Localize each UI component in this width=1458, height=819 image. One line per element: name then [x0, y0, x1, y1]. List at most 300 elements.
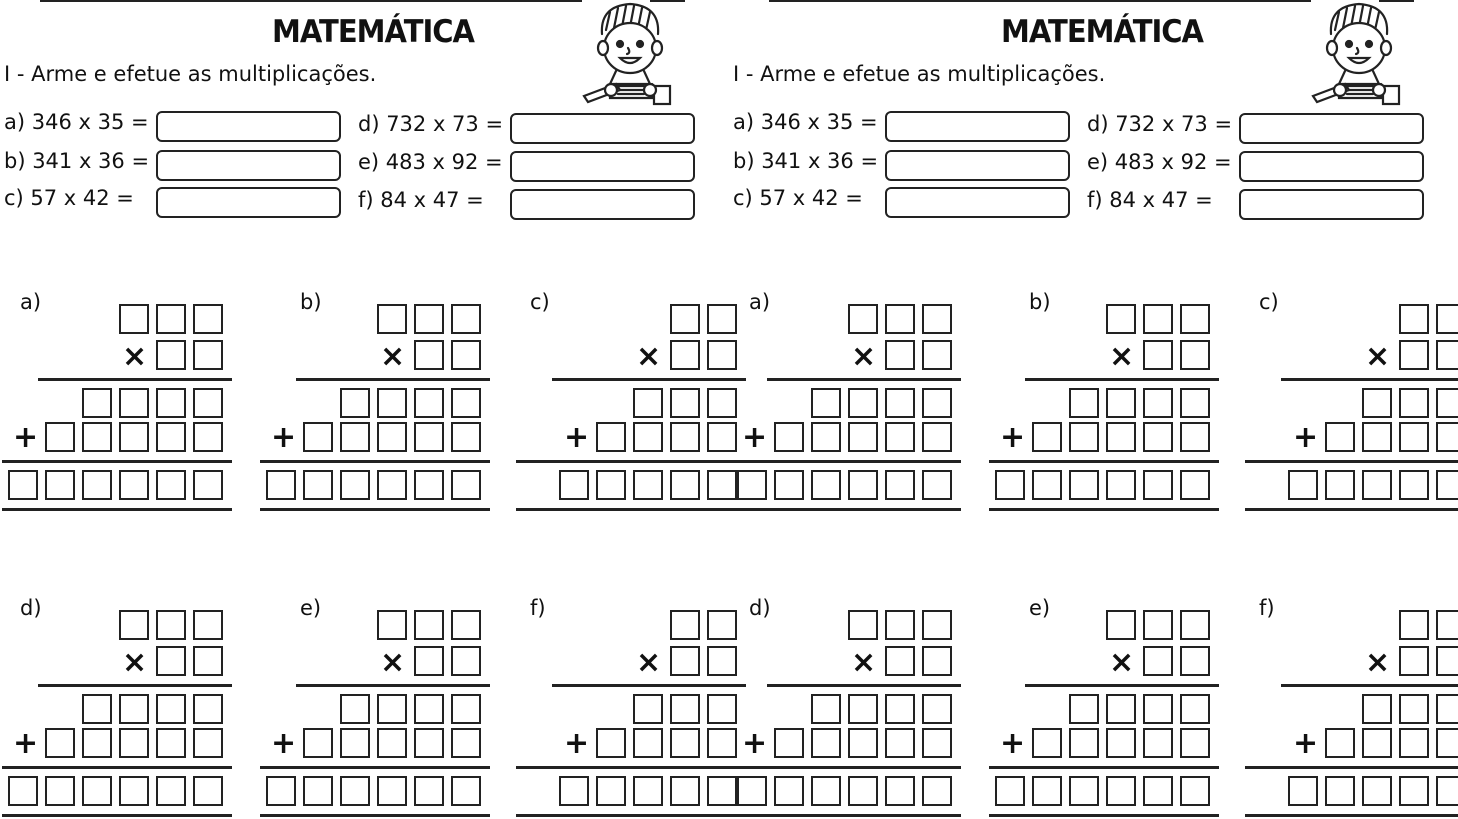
digit-box-multiplier[interactable]	[670, 646, 700, 676]
plus-sign: +	[1293, 420, 1319, 455]
times-sign: ×	[851, 339, 877, 374]
problem-label-a: a)	[20, 290, 42, 314]
digit-box-multiplicand[interactable]	[670, 610, 700, 640]
digit-box-result[interactable]	[596, 776, 626, 806]
digit-box-multiplicand[interactable]	[193, 610, 223, 640]
digit-box-partial-product-2[interactable]	[377, 728, 407, 758]
digit-box-multiplier[interactable]	[193, 646, 223, 676]
digit-box-partial-product-2[interactable]	[45, 422, 75, 452]
digit-box-multiplicand[interactable]	[119, 610, 149, 640]
digit-box-partial-product-1[interactable]	[82, 694, 112, 724]
digit-box-multiplier[interactable]	[156, 340, 186, 370]
digit-box-partial-product-2[interactable]	[451, 422, 481, 452]
digit-box-result[interactable]	[1362, 470, 1392, 500]
digit-box-partial-product-2[interactable]	[885, 422, 915, 452]
digit-box-partial-product-1[interactable]	[1436, 694, 1458, 724]
digit-box-partial-product-1[interactable]	[451, 388, 481, 418]
digit-box-partial-product-1[interactable]	[156, 694, 186, 724]
digit-box-result[interactable]	[82, 470, 112, 500]
digit-box-result[interactable]	[82, 776, 112, 806]
digit-box-result[interactable]	[596, 470, 626, 500]
worksheet-title: MATEMÁTICA	[1001, 12, 1203, 50]
answer-box-d[interactable]	[510, 113, 695, 144]
digit-box-result[interactable]	[377, 470, 407, 500]
digit-box-result[interactable]	[451, 470, 481, 500]
plus-sign: +	[13, 420, 39, 455]
digit-box-result[interactable]	[1143, 776, 1173, 806]
digit-box-partial-product-2[interactable]	[1399, 728, 1429, 758]
answer-box-e[interactable]	[1239, 151, 1424, 182]
digit-box-result[interactable]	[811, 470, 841, 500]
digit-box-result[interactable]	[737, 470, 767, 500]
digit-box-partial-product-2[interactable]	[1032, 728, 1062, 758]
digit-box-result[interactable]	[670, 470, 700, 500]
digit-box-multiplier[interactable]	[451, 340, 481, 370]
digit-box-multiplier[interactable]	[1399, 340, 1429, 370]
digit-box-result[interactable]	[1436, 470, 1458, 500]
digit-box-partial-product-2[interactable]	[119, 728, 149, 758]
digit-box-result[interactable]	[774, 470, 804, 500]
digit-box-result[interactable]	[340, 776, 370, 806]
digit-box-partial-product-2[interactable]	[340, 422, 370, 452]
equation-e: e) 483 x 92 =	[358, 150, 503, 174]
digit-box-partial-product-2[interactable]	[156, 728, 186, 758]
digit-box-result[interactable]	[193, 776, 223, 806]
equation-b: b) 341 x 36 =	[733, 149, 879, 173]
digit-box-partial-product-1[interactable]	[82, 388, 112, 418]
digit-box-result[interactable]	[1032, 776, 1062, 806]
sum-rule	[1245, 460, 1458, 463]
digit-box-partial-product-2[interactable]	[1180, 728, 1210, 758]
digit-box-multiplicand[interactable]	[119, 304, 149, 334]
digit-box-partial-product-1[interactable]	[885, 694, 915, 724]
digit-box-result[interactable]	[8, 470, 38, 500]
equation-e: e) 483 x 92 =	[1087, 150, 1232, 174]
digit-box-multiplicand[interactable]	[885, 610, 915, 640]
sum-rule	[989, 460, 1219, 463]
multiply-rule	[767, 684, 961, 687]
equation-f: f) 84 x 47 =	[358, 188, 484, 212]
digit-box-partial-product-2[interactable]	[596, 422, 626, 452]
digit-box-multiplier[interactable]	[1399, 646, 1429, 676]
digit-box-partial-product-1[interactable]	[156, 388, 186, 418]
digit-box-partial-product-1[interactable]	[848, 694, 878, 724]
digit-box-result[interactable]	[303, 470, 333, 500]
digit-box-partial-product-1[interactable]	[1362, 388, 1392, 418]
digit-box-partial-product-1[interactable]	[922, 388, 952, 418]
equation-c: c) 57 x 42 =	[4, 186, 134, 210]
bottom-rule	[2, 508, 232, 511]
digit-box-multiplier[interactable]	[1180, 646, 1210, 676]
digit-box-multiplier[interactable]	[414, 340, 444, 370]
digit-box-multiplicand[interactable]	[1106, 610, 1136, 640]
equation-a: a) 346 x 35 =	[4, 110, 149, 134]
times-sign: ×	[122, 645, 148, 680]
digit-box-partial-product-1[interactable]	[1362, 694, 1392, 724]
digit-box-partial-product-1[interactable]	[885, 388, 915, 418]
digit-box-multiplier[interactable]	[922, 340, 952, 370]
digit-box-result[interactable]	[340, 470, 370, 500]
answer-box-c[interactable]	[885, 187, 1070, 218]
problem-label-e: e)	[1029, 596, 1051, 620]
digit-box-result[interactable]	[1399, 776, 1429, 806]
digit-box-result[interactable]	[1288, 470, 1318, 500]
digit-box-multiplicand[interactable]	[848, 304, 878, 334]
digit-box-partial-product-2[interactable]	[1069, 728, 1099, 758]
digit-box-partial-product-1[interactable]	[451, 694, 481, 724]
digit-box-partial-product-2[interactable]	[670, 422, 700, 452]
digit-box-partial-product-1[interactable]	[1143, 388, 1173, 418]
digit-box-partial-product-1[interactable]	[633, 694, 663, 724]
digit-box-partial-product-2[interactable]	[633, 728, 663, 758]
digit-box-partial-product-1[interactable]	[1180, 388, 1210, 418]
digit-box-partial-product-2[interactable]	[45, 728, 75, 758]
bottom-rule	[989, 508, 1219, 511]
digit-box-result[interactable]	[1180, 470, 1210, 500]
sum-rule	[2, 766, 232, 769]
digit-box-partial-product-2[interactable]	[414, 422, 444, 452]
times-sign: ×	[1365, 339, 1391, 374]
digit-box-partial-product-1[interactable]	[811, 388, 841, 418]
digit-box-result[interactable]	[414, 776, 444, 806]
digit-box-partial-product-2[interactable]	[1106, 422, 1136, 452]
digit-box-partial-product-1[interactable]	[193, 694, 223, 724]
digit-box-multiplier[interactable]	[1436, 340, 1458, 370]
digit-box-partial-product-1[interactable]	[1399, 694, 1429, 724]
digit-box-multiplicand[interactable]	[922, 610, 952, 640]
digit-box-multiplicand[interactable]	[451, 610, 481, 640]
digit-box-partial-product-2[interactable]	[1069, 422, 1099, 452]
times-sign: ×	[122, 339, 148, 374]
digit-box-partial-product-2[interactable]	[82, 728, 112, 758]
digit-box-multiplicand[interactable]	[1399, 610, 1429, 640]
answer-box-e[interactable]	[510, 151, 695, 182]
digit-box-partial-product-1[interactable]	[1106, 694, 1136, 724]
answer-box-c[interactable]	[156, 187, 341, 218]
digit-box-partial-product-2[interactable]	[811, 422, 841, 452]
sum-rule	[516, 460, 746, 463]
digit-box-partial-product-1[interactable]	[633, 388, 663, 418]
digit-box-partial-product-1[interactable]	[340, 694, 370, 724]
digit-box-partial-product-1[interactable]	[1106, 388, 1136, 418]
sum-rule	[260, 460, 490, 463]
digit-box-multiplier[interactable]	[1436, 646, 1458, 676]
digit-box-result[interactable]	[811, 776, 841, 806]
digit-box-result[interactable]	[848, 470, 878, 500]
digit-box-multiplicand[interactable]	[1143, 610, 1173, 640]
digit-box-partial-product-2[interactable]	[1325, 728, 1355, 758]
digit-box-multiplier[interactable]	[885, 340, 915, 370]
digit-box-multiplicand[interactable]	[451, 304, 481, 334]
digit-box-result[interactable]	[633, 776, 663, 806]
digit-box-partial-product-2[interactable]	[885, 728, 915, 758]
digit-box-multiplicand[interactable]	[1180, 304, 1210, 334]
answer-box-d[interactable]	[1239, 113, 1424, 144]
digit-box-partial-product-1[interactable]	[848, 388, 878, 418]
plus-sign: +	[271, 726, 297, 761]
multiply-rule	[552, 378, 746, 381]
digit-box-partial-product-2[interactable]	[1143, 422, 1173, 452]
digit-box-multiplicand[interactable]	[885, 304, 915, 334]
digit-box-partial-product-2[interactable]	[633, 422, 663, 452]
digit-box-multiplicand[interactable]	[1143, 304, 1173, 334]
digit-box-multiplier[interactable]	[885, 646, 915, 676]
instruction-text: I - Arme e efetue as multiplicações.	[4, 62, 377, 86]
digit-box-result[interactable]	[995, 776, 1025, 806]
digit-box-result[interactable]	[1436, 776, 1458, 806]
worksheet-2	[729, 0, 1458, 819]
digit-box-partial-product-2[interactable]	[414, 728, 444, 758]
multiply-rule	[38, 684, 232, 687]
sum-rule	[516, 766, 746, 769]
digit-box-partial-product-1[interactable]	[1180, 694, 1210, 724]
digit-box-multiplicand[interactable]	[1436, 304, 1458, 334]
equation-f: f) 84 x 47 =	[1087, 188, 1213, 212]
digit-box-multiplicand[interactable]	[156, 304, 186, 334]
digit-box-multiplicand[interactable]	[193, 304, 223, 334]
digit-box-result[interactable]	[45, 776, 75, 806]
plus-sign: +	[13, 726, 39, 761]
digit-box-result[interactable]	[1106, 470, 1136, 500]
digit-box-result[interactable]	[1180, 776, 1210, 806]
digit-box-result[interactable]	[774, 776, 804, 806]
instruction-text: I - Arme e efetue as multiplicações.	[733, 62, 1106, 86]
bottom-rule	[731, 508, 961, 511]
bottom-rule	[989, 814, 1219, 817]
digit-box-multiplicand[interactable]	[848, 610, 878, 640]
digit-box-partial-product-1[interactable]	[1069, 694, 1099, 724]
boy-illustration	[580, 0, 680, 112]
bottom-rule	[516, 814, 746, 817]
digit-box-multiplicand[interactable]	[1399, 304, 1429, 334]
digit-box-multiplier[interactable]	[156, 646, 186, 676]
digit-box-multiplicand[interactable]	[156, 610, 186, 640]
times-sign: ×	[851, 645, 877, 680]
digit-box-multiplicand[interactable]	[922, 304, 952, 334]
digit-box-partial-product-2[interactable]	[774, 422, 804, 452]
times-sign: ×	[1109, 645, 1135, 680]
digit-box-partial-product-2[interactable]	[193, 422, 223, 452]
digit-box-partial-product-2[interactable]	[82, 422, 112, 452]
digit-box-partial-product-1[interactable]	[670, 388, 700, 418]
digit-box-partial-product-2[interactable]	[1436, 728, 1458, 758]
digit-box-result[interactable]	[633, 470, 663, 500]
digit-box-partial-product-2[interactable]	[1180, 422, 1210, 452]
answer-box-f[interactable]	[510, 189, 695, 220]
digit-box-result[interactable]	[377, 776, 407, 806]
digit-box-partial-product-2[interactable]	[1362, 422, 1392, 452]
problem-label-d: d)	[749, 596, 771, 620]
times-sign: ×	[380, 645, 406, 680]
digit-box-partial-product-1[interactable]	[377, 388, 407, 418]
digit-box-partial-product-1[interactable]	[119, 388, 149, 418]
problem-label-a: a)	[749, 290, 771, 314]
multiply-rule	[1025, 378, 1219, 381]
plus-sign: +	[1000, 420, 1026, 455]
digit-box-result[interactable]	[1325, 776, 1355, 806]
multiply-rule	[1025, 684, 1219, 687]
answer-box-f[interactable]	[1239, 189, 1424, 220]
digit-box-multiplicand[interactable]	[670, 304, 700, 334]
answer-box-a[interactable]	[885, 111, 1070, 142]
digit-box-result[interactable]	[1399, 470, 1429, 500]
digit-box-result[interactable]	[8, 776, 38, 806]
digit-box-partial-product-2[interactable]	[922, 728, 952, 758]
digit-box-multiplier[interactable]	[1143, 340, 1173, 370]
plus-sign: +	[742, 420, 768, 455]
digit-box-multiplier[interactable]	[1143, 646, 1173, 676]
digit-box-partial-product-2[interactable]	[303, 422, 333, 452]
digit-box-multiplier[interactable]	[193, 340, 223, 370]
digit-box-multiplicand[interactable]	[1436, 610, 1458, 640]
digit-box-multiplier[interactable]	[414, 646, 444, 676]
boy-illustration	[1309, 0, 1409, 112]
bottom-rule	[1245, 508, 1458, 511]
bottom-rule	[1245, 814, 1458, 817]
top-rule-left	[769, 0, 1311, 2]
digit-box-partial-product-1[interactable]	[922, 694, 952, 724]
digit-box-partial-product-2[interactable]	[340, 728, 370, 758]
digit-box-result[interactable]	[303, 776, 333, 806]
digit-box-result[interactable]	[848, 776, 878, 806]
digit-box-result[interactable]	[1325, 470, 1355, 500]
digit-box-result[interactable]	[266, 470, 296, 500]
digit-box-partial-product-2[interactable]	[774, 728, 804, 758]
digit-box-partial-product-1[interactable]	[193, 388, 223, 418]
times-sign: ×	[380, 339, 406, 374]
digit-box-result[interactable]	[737, 776, 767, 806]
multiply-rule	[552, 684, 746, 687]
multiply-rule	[1281, 378, 1458, 381]
answer-box-a[interactable]	[156, 111, 341, 142]
digit-box-result[interactable]	[1143, 470, 1173, 500]
equation-a: a) 346 x 35 =	[733, 110, 878, 134]
digit-box-result[interactable]	[451, 776, 481, 806]
bottom-rule	[2, 814, 232, 817]
digit-box-result[interactable]	[922, 776, 952, 806]
digit-box-multiplier[interactable]	[922, 646, 952, 676]
digit-box-partial-product-1[interactable]	[377, 694, 407, 724]
digit-box-partial-product-2[interactable]	[596, 728, 626, 758]
answer-box-b[interactable]	[885, 150, 1070, 181]
digit-box-multiplier[interactable]	[670, 340, 700, 370]
digit-box-partial-product-2[interactable]	[670, 728, 700, 758]
digit-box-partial-product-2[interactable]	[1032, 422, 1062, 452]
digit-box-result[interactable]	[193, 470, 223, 500]
digit-box-partial-product-2[interactable]	[1436, 422, 1458, 452]
digit-box-result[interactable]	[119, 470, 149, 500]
digit-box-result[interactable]	[156, 470, 186, 500]
digit-box-partial-product-2[interactable]	[848, 728, 878, 758]
answer-box-b[interactable]	[156, 150, 341, 181]
sum-rule	[731, 460, 961, 463]
multiply-rule	[38, 378, 232, 381]
digit-box-multiplicand[interactable]	[1106, 304, 1136, 334]
digit-box-multiplicand[interactable]	[377, 610, 407, 640]
problem-label-f: f)	[1259, 596, 1275, 620]
times-sign: ×	[1365, 645, 1391, 680]
multiply-rule	[1281, 684, 1458, 687]
digit-box-result[interactable]	[922, 470, 952, 500]
digit-box-multiplicand[interactable]	[414, 304, 444, 334]
digit-box-partial-product-2[interactable]	[451, 728, 481, 758]
digit-box-result[interactable]	[1288, 776, 1318, 806]
digit-box-result[interactable]	[156, 776, 186, 806]
digit-box-result[interactable]	[670, 776, 700, 806]
top-rule-left	[40, 0, 582, 2]
problem-label-e: e)	[300, 596, 322, 620]
digit-box-partial-product-2[interactable]	[922, 422, 952, 452]
digit-box-partial-product-1[interactable]	[340, 388, 370, 418]
digit-box-multiplicand[interactable]	[414, 610, 444, 640]
digit-box-result[interactable]	[1069, 470, 1099, 500]
multiply-rule	[296, 684, 490, 687]
plus-sign: +	[564, 420, 590, 455]
sum-rule	[2, 460, 232, 463]
problem-label-c: c)	[530, 290, 550, 314]
digit-box-partial-product-2[interactable]	[1399, 422, 1429, 452]
digit-box-result[interactable]	[45, 470, 75, 500]
bottom-rule	[260, 508, 490, 511]
digit-box-partial-product-1[interactable]	[414, 388, 444, 418]
digit-box-result[interactable]	[885, 470, 915, 500]
digit-box-partial-product-2[interactable]	[1143, 728, 1173, 758]
digit-box-result[interactable]	[995, 470, 1025, 500]
digit-box-partial-product-2[interactable]	[1325, 422, 1355, 452]
digit-box-multiplicand[interactable]	[1180, 610, 1210, 640]
digit-box-partial-product-2[interactable]	[811, 728, 841, 758]
digit-box-result[interactable]	[1069, 776, 1099, 806]
digit-box-multiplier[interactable]	[451, 646, 481, 676]
digit-box-partial-product-1[interactable]	[414, 694, 444, 724]
digit-box-result[interactable]	[1032, 470, 1062, 500]
times-sign: ×	[1109, 339, 1135, 374]
bottom-rule	[731, 814, 961, 817]
digit-box-result[interactable]	[1106, 776, 1136, 806]
digit-box-result[interactable]	[119, 776, 149, 806]
digit-box-partial-product-2[interactable]	[1362, 728, 1392, 758]
digit-box-partial-product-2[interactable]	[303, 728, 333, 758]
digit-box-partial-product-1[interactable]	[811, 694, 841, 724]
digit-box-result[interactable]	[414, 470, 444, 500]
digit-box-result[interactable]	[559, 470, 589, 500]
digit-box-result[interactable]	[266, 776, 296, 806]
digit-box-partial-product-1[interactable]	[1069, 388, 1099, 418]
digit-box-result[interactable]	[885, 776, 915, 806]
digit-box-partial-product-2[interactable]	[1106, 728, 1136, 758]
sum-rule	[989, 766, 1219, 769]
digit-box-multiplicand[interactable]	[377, 304, 407, 334]
digit-box-result[interactable]	[1362, 776, 1392, 806]
digit-box-partial-product-1[interactable]	[119, 694, 149, 724]
plus-sign: +	[1293, 726, 1319, 761]
digit-box-partial-product-2[interactable]	[193, 728, 223, 758]
digit-box-partial-product-1[interactable]	[1399, 388, 1429, 418]
problem-label-b: b)	[300, 290, 322, 314]
digit-box-partial-product-2[interactable]	[119, 422, 149, 452]
digit-box-partial-product-2[interactable]	[156, 422, 186, 452]
digit-box-partial-product-2[interactable]	[848, 422, 878, 452]
digit-box-partial-product-2[interactable]	[377, 422, 407, 452]
plus-sign: +	[1000, 726, 1026, 761]
problem-label-f: f)	[530, 596, 546, 620]
digit-box-partial-product-1[interactable]	[670, 694, 700, 724]
digit-box-multiplier[interactable]	[1180, 340, 1210, 370]
digit-box-partial-product-1[interactable]	[1143, 694, 1173, 724]
digit-box-partial-product-1[interactable]	[1436, 388, 1458, 418]
digit-box-result[interactable]	[559, 776, 589, 806]
plus-sign: +	[564, 726, 590, 761]
